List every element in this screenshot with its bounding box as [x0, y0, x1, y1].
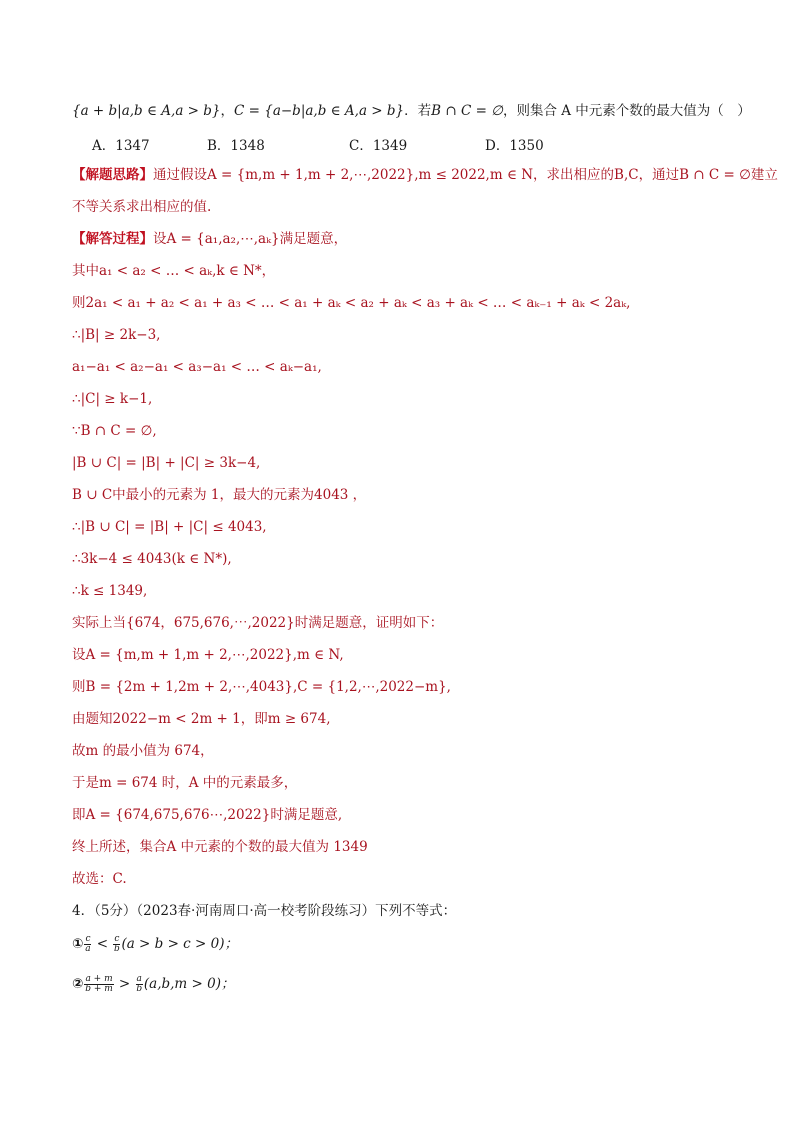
- process-line: 则B = {2m + 1,2m + 2,⋯,4043},C = {1,2,⋯,2022−m},: [72, 679, 451, 695]
- process-line: |B ∪ C| = |B| + |C| ≥ 3k−4,: [72, 455, 261, 471]
- question-ask: ，则集合 A 中元素个数的最大值为（ ）: [502, 103, 751, 119]
- process-line: ∵B ∩ C = ∅,: [72, 423, 157, 439]
- option-b: B．1348: [207, 138, 265, 154]
- item-condition: (a > b > c > 0)；: [121, 936, 238, 952]
- option-a: A．1347: [92, 138, 150, 154]
- question-4-item-2: ② $\frac{a + m}{b + m}$ > $\frac{a}{b}$ (a,b,m > 0)；: [72, 974, 235, 994]
- fraction: $\frac{c}{a}$: [85, 934, 91, 954]
- option-c: C．1349: [349, 138, 408, 154]
- separator: ．若: [404, 103, 432, 119]
- fraction: $\frac{c}{b}$: [114, 934, 120, 954]
- separator: ，: [220, 103, 234, 119]
- process-line: B ∪ C中最小的元素为 1，最大的元素为4043 ，: [72, 487, 367, 503]
- process-line: 故m 的最小值为 674，: [72, 743, 214, 759]
- circled-number-2: ②: [72, 976, 84, 992]
- solution-process-heading: [72, 230, 347, 248]
- process-line: 于是m = 674 时，A 中的元素最多，: [72, 775, 298, 791]
- process-line: 实际上当{674，675,676,⋯,2022}时满足题意，证明如下：: [72, 615, 444, 631]
- question-4-item-1: ① $\frac{c}{a}$ < $\frac{c}{b}$ (a > b > c > 0)；: [72, 934, 238, 954]
- process-line: 终上所述，集合A 中元素的个数的最大值为 1349: [72, 839, 368, 855]
- process-tag: 【解答过程】: [72, 231, 153, 247]
- question-tail: [72, 102, 751, 120]
- process-line: 设A = {m,m + 1,m + 2,⋯,2022},m ∈ N,: [72, 647, 344, 663]
- process-line: ∴|B| ≥ 2k−3,: [72, 327, 161, 343]
- idea-text: 通过假设A = {m,m + 1,m + 2,⋯,2022},m ≤ 2022,m ∈ N，求出相应的B,C，通过B ∩ C = ∅建立: [153, 167, 778, 183]
- process-line: ∴3k−4 ≤ 4043(k ∈ N*),: [72, 551, 232, 567]
- process-line: 则2a₁ < a₁ + a₂ < a₁ + a₃ < … < a₁ + aₖ < a₂ + aₖ < a₃ + aₖ < … < aₖ₋₁ + aₖ < 2aₖ,: [72, 295, 631, 311]
- option-d: D．1350: [485, 138, 544, 154]
- item-condition: (a,b,m > 0)；: [143, 976, 235, 992]
- process-line: ∴|C| ≥ k−1,: [72, 391, 153, 407]
- solution-idea-line-2: 不等关系求出相应的值.: [72, 199, 212, 215]
- fraction: $\frac{a}{b}$: [136, 974, 143, 994]
- fraction: $\frac{a + m}{b + m}$: [85, 974, 113, 994]
- process-line: 其中a₁ < a₂ < … < aₖ,k ∈ N*，: [72, 263, 276, 279]
- set-b-expression: {a + b|a,b ∈ A,a > b}: [72, 103, 221, 119]
- process-line: 即A = {674,675,676⋯,2022}时满足题意,: [72, 807, 343, 823]
- process-line: ∴k ≤ 1349,: [72, 583, 148, 599]
- circled-number-1: ①: [72, 936, 84, 952]
- set-c-expression: C = {a−b|a,b ∈ A,a > b}: [234, 103, 405, 119]
- process-line: ∴|B ∪ C| = |B| + |C| ≤ 4043,: [72, 519, 267, 535]
- process-line: a₁−a₁ < a₂−a₁ < a₃−a₁ < … < aₖ−a₁,: [72, 359, 322, 375]
- process-line: 故选：C.: [72, 871, 127, 887]
- process-line: 由题知2022−m < 2m + 1，即m ≥ 674,: [72, 711, 331, 727]
- condition-expression: B ∩ C = ∅: [431, 103, 503, 119]
- solution-idea-line-1: [72, 166, 778, 184]
- process-first-line: 设A = {a₁,a₂,⋯,aₖ}满足题意，: [153, 231, 348, 247]
- idea-tag: 【解题思路】: [72, 167, 153, 183]
- question-4-stem: 4．（5分）（2023春·河南周口·高一校考阶段练习）下列不等式：: [72, 903, 457, 919]
